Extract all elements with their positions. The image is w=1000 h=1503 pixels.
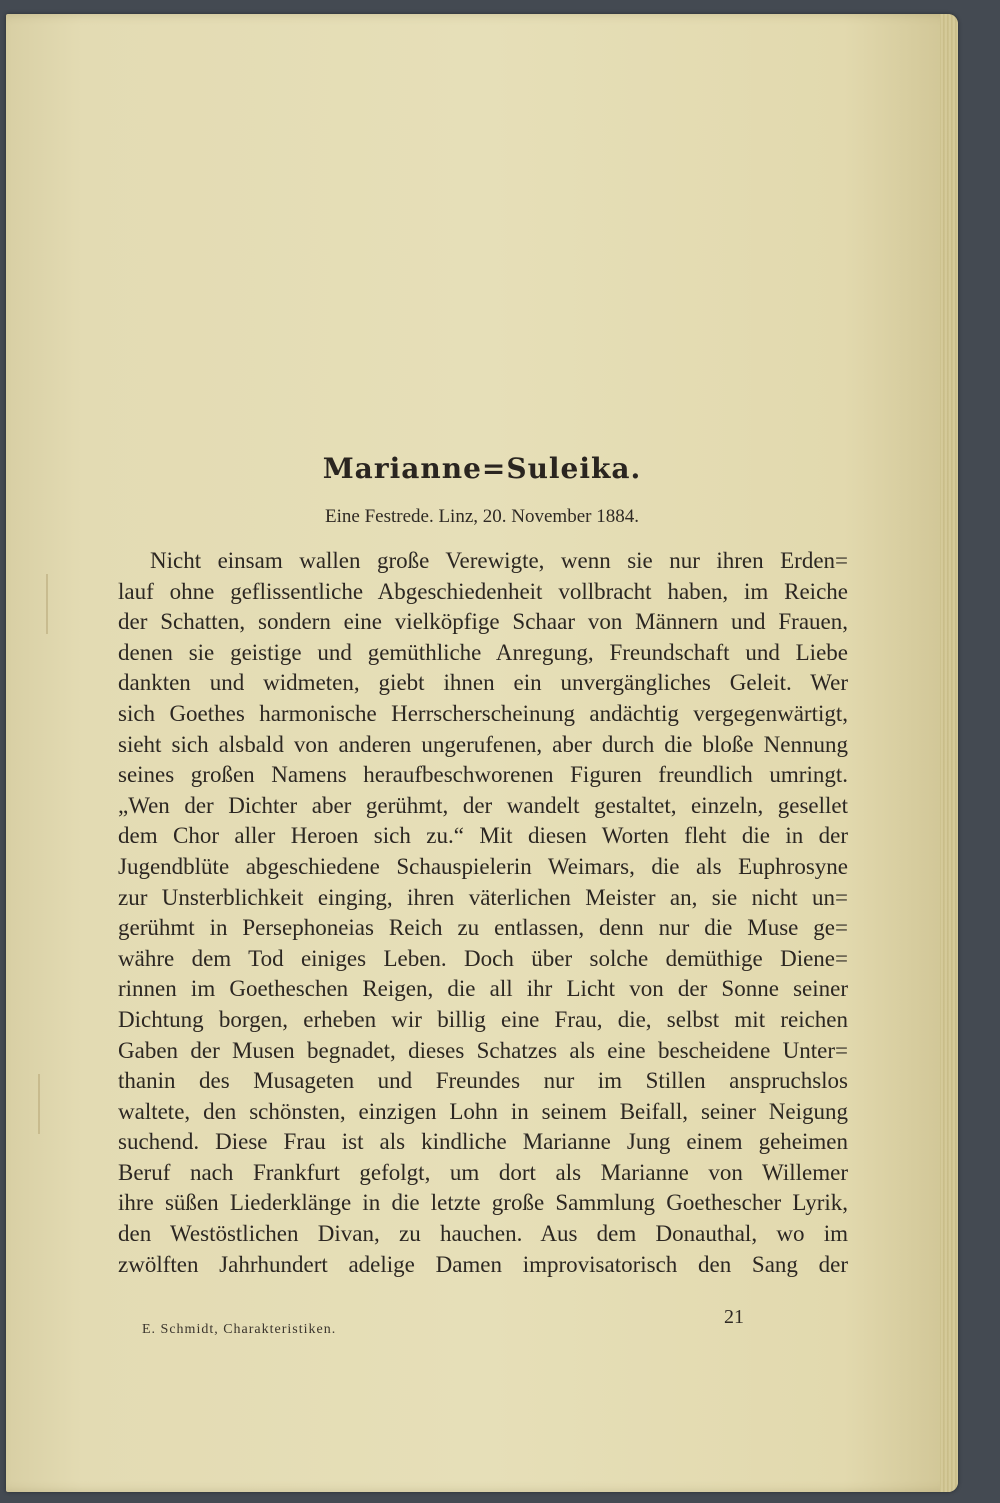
text-line: dankten und widmeten, giebt ihnen ein unvergängliches Geleit. Wer xyxy=(118,670,848,696)
text-line: zwölften Jahrhundert adelige Damen improvisatorisch den Sang der xyxy=(118,1251,848,1277)
text-line: denen sie geistige und gemüthliche Anregung, Freundschaft und Liebe xyxy=(118,639,848,665)
text-line: sich Goethes harmonische Herrscherscheinung andächtig vergegenwärtigt, xyxy=(118,700,848,726)
text-line: der Schatten, sondern eine vielköpfige Schaar von Männern und Frauen, xyxy=(118,609,848,635)
text-line: ihre süßen Liederklänge in die letzte große Sammlung Goethescher Lyrik, xyxy=(118,1190,848,1216)
text-line: rinnen im Goetheschen Reigen, die all ihr Licht von der Sonne seiner xyxy=(118,976,848,1002)
text-line: Nicht einsam wallen große Verewigte, wenn sie nur ihren Erden= xyxy=(150,548,848,573)
text-line: sieht sich alsbald von anderen ungerufenen, aber durch die bloße Nennung xyxy=(118,731,848,757)
text-line: gerühmt in Persephoneias Reich zu entlassen, denn nur die Muse ge= xyxy=(118,915,848,941)
text-line: den Westöstlichen Divan, zu hauchen. Aus dem Donauthal, wo im xyxy=(118,1221,848,1247)
text-line: Jugendblüte abgeschiedene Schauspielerin Weimars, die als Euphrosyne xyxy=(118,853,848,879)
text-line: waltete, den schönsten, einzigen Lohn in seinem Beifall, seiner Neigung xyxy=(118,1098,848,1124)
chapter-subtitle: Eine Festrede. Linz, 20. November 1884. xyxy=(325,506,639,527)
text-line: lauf ohne geflissentliche Abgeschiedenheit vollbracht haben, im Reiche xyxy=(118,578,848,604)
text-line: Beruf nach Frankfurt gefolgt, um dort als Marianne von Willemer xyxy=(118,1159,848,1185)
chapter-title: Marianne=Suleika. xyxy=(322,452,642,485)
text-line: suchend. Diese Frau ist als kindliche Marianne Jung einem geheimen xyxy=(118,1129,848,1155)
body-text xyxy=(118,546,848,1280)
page-edge xyxy=(940,14,958,1492)
text-line: thanin des Musageten und Freundes nur im Stillen anspruchslos xyxy=(118,1068,848,1094)
text-line: zur Unsterblichkeit einging, ihren väterlichen Meister an, sie nicht un= xyxy=(118,884,848,910)
page-number: 21 xyxy=(724,1306,744,1328)
text-line: dem Chor aller Heroen sich zu.“ Mit diesen Worten fleht die in der xyxy=(118,823,848,849)
text-line: seines großen Namens heraufbeschworenen Figuren freundlich umringt. xyxy=(118,762,848,788)
footer-signature: E. Schmidt, Charakteristiken. xyxy=(142,1322,337,1337)
text-line: Gaben der Musen begnadet, dieses Schatzes als eine bescheidene Unter= xyxy=(118,1037,848,1063)
text-line: „Wen der Dichter aber gerühmt, der wandelt gestaltet, einzeln, gesellet xyxy=(118,792,848,818)
text-line: währe dem Tod einiges Leben. Doch über solche demüthige Diene= xyxy=(118,945,848,971)
paper-stain xyxy=(38,1074,40,1134)
paper-stain xyxy=(46,574,48,634)
text-line: Dichtung borgen, erheben wir billig eine Frau, die, selbst mit reichen xyxy=(118,1006,848,1032)
book-page xyxy=(6,14,958,1492)
